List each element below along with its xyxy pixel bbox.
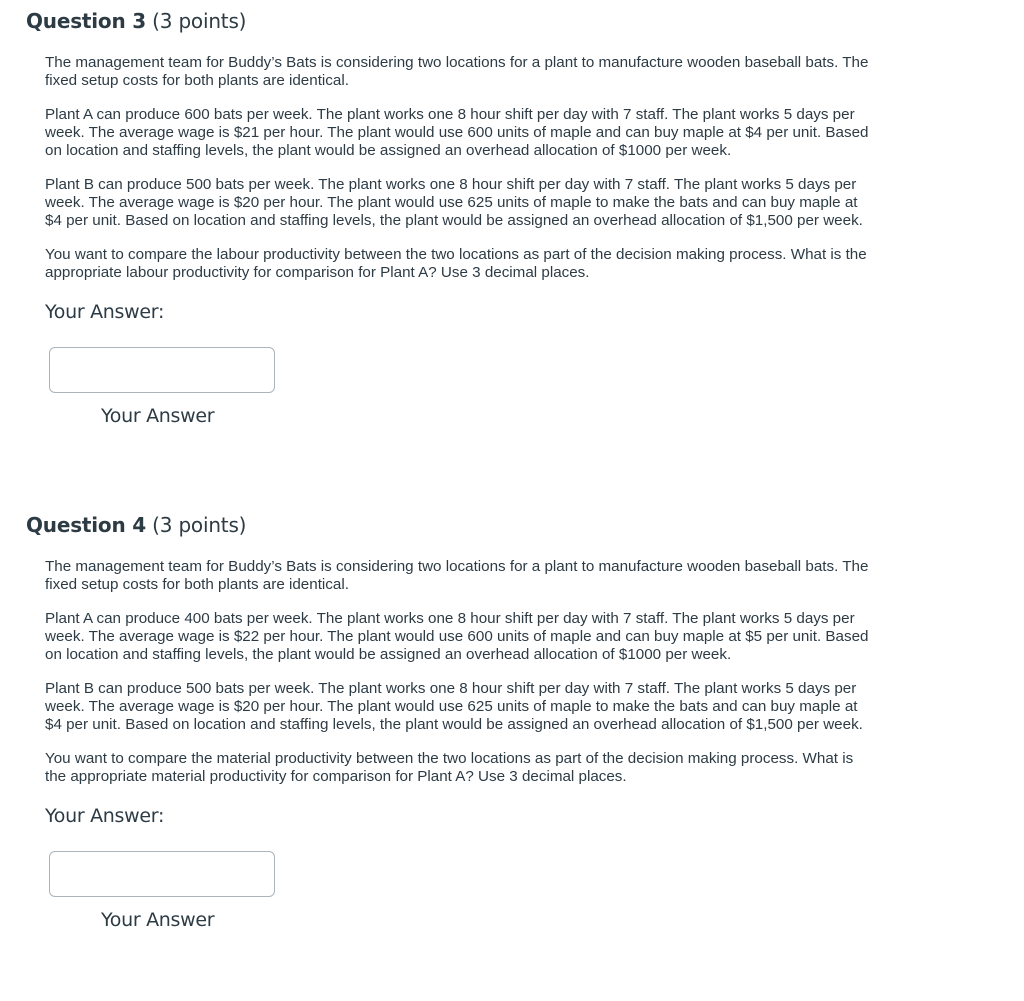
answer-input[interactable] — [49, 851, 275, 897]
answer-label: Your Answer: — [45, 805, 165, 827]
question-paragraph-plant-a: Plant A can produce 400 bats per week. The plant works one 8 hour shift per day with 7 staff. The plant works 5 days per week. The average wage is $22 per hour. The plant would use 600 units of maple and can buy maple at $5 per unit. Based on location and staffing levels, the plant would be assigned an overhead allocation of $1000 per week. — [45, 610, 869, 663]
question-points: (3 points) — [152, 9, 247, 33]
question-4 — [0, 512, 1024, 932]
question-header — [26, 512, 1024, 538]
question-paragraph-intro: The management team for Buddy’s Bats is considering two locations for a plant to manufacture wooden baseball bats. The fixed setup costs for both plants are identical. — [45, 558, 869, 593]
question-paragraph-plant-a: Plant A can produce 600 bats per week. The plant works one 8 hour shift per day with 7 staff. The plant works 5 days per week. The average wage is $21 per hour. The plant would use 600 units of maple and can buy maple at $4 per unit. Based on location and staffing levels, the plant would be assigned an overhead allocation of $1000 per week. — [45, 106, 869, 159]
answer-label: Your Answer: — [45, 301, 165, 323]
question-text — [45, 54, 875, 282]
question-title: Question 3 — [26, 9, 146, 33]
question-paragraph-prompt: You want to compare the material productivity between the two locations as part of the decision making process. What is the appropriate material productivity for comparison for Plant A? Use 3 decimal places. — [45, 750, 854, 785]
question-text — [45, 558, 875, 786]
question-title: Question 4 — [26, 513, 146, 537]
question-3 — [0, 8, 1024, 428]
question-header — [26, 8, 1024, 34]
question-paragraph-plant-b: Plant B can produce 500 bats per week. The plant works one 8 hour shift per day with 7 staff. The plant works 5 days per week. The average wage is $20 per hour. The plant would use 625 units of maple to make the bats and can buy maple at $4 per unit. Based on location and staffing levels, the plant would be assigned an overhead allocation of $1,500 per week. — [45, 176, 863, 229]
answer-input[interactable] — [49, 347, 275, 393]
question-paragraph-prompt: You want to compare the labour productivity between the two locations as part of the decision making process. What is the appropriate labour productivity for comparison for Plant A? Use 3 decimal places. — [45, 246, 867, 281]
question-points: (3 points) — [152, 513, 247, 537]
question-paragraph-intro: The management team for Buddy’s Bats is considering two locations for a plant to manufacture wooden baseball bats. The fixed setup costs for both plants are identical. — [45, 54, 869, 89]
answer-caption: Your Answer — [101, 405, 215, 427]
question-paragraph-plant-b: Plant B can produce 500 bats per week. The plant works one 8 hour shift per day with 7 staff. The plant works 5 days per week. The average wage is $20 per hour. The plant would use 625 units of maple to make the bats and can buy maple at $4 per unit. Based on location and staffing levels, the plant would be assigned an overhead allocation of $1,500 per week. — [45, 680, 863, 733]
answer-caption: Your Answer — [101, 909, 215, 931]
